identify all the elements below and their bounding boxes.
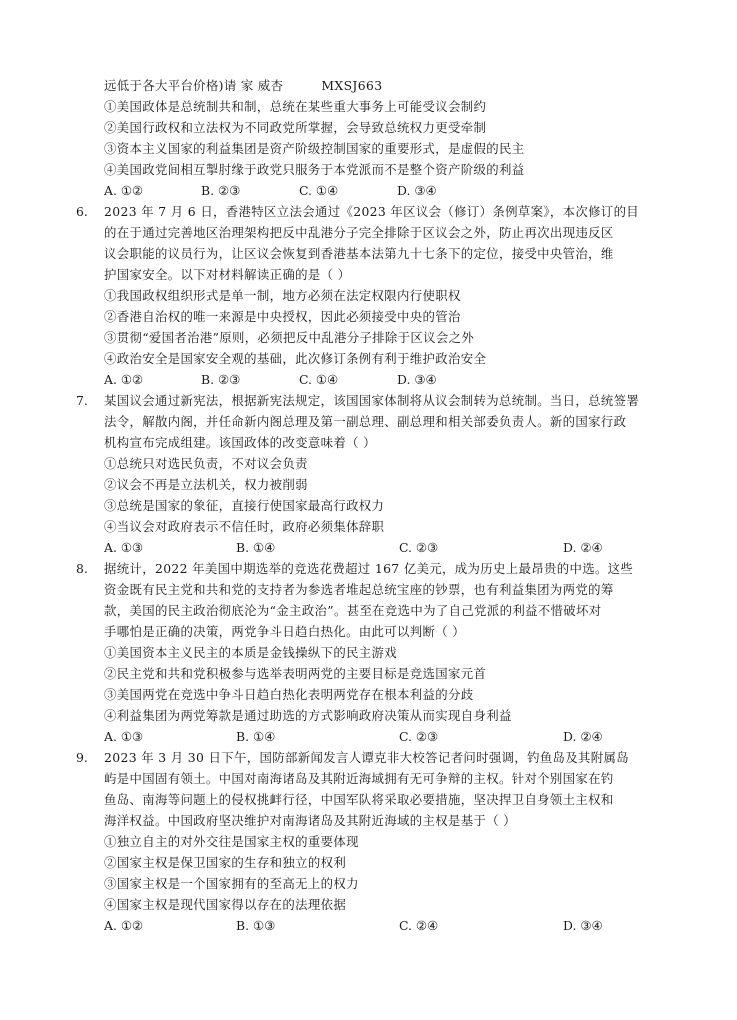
q5-item-2: ②美国行政权和立法权为不同政党所掌握，会导致总统权力更受牵制 xyxy=(104,120,487,135)
q7-option-a: A. ①③ xyxy=(104,540,144,555)
q5-option-a: A. ①② xyxy=(104,183,144,198)
q9-stem-line-3: 鱼岛、南海等问题上的侵权挑衅行径，中国军队将采取必要措施，坚决捍卫自身领土主权和 xyxy=(104,792,614,807)
q8-option-a: A. ①③ xyxy=(104,729,144,744)
q5-option-b: B. ②③ xyxy=(201,183,241,198)
q6-option-b: B. ②③ xyxy=(201,372,241,387)
q6-option-a: A. ①② xyxy=(104,372,144,387)
q6-stem-line-2: 的在于通过完善地区治理架构把反中乱港分子完全排除于区议会之外，防止再次出现违反区 xyxy=(104,225,614,240)
q6-stem-line-1: 2023 年 7 月 6 日，香港特区立法会通过《2023 年区议会（修订）条例草案》，本次修订的目 xyxy=(104,204,640,219)
q7-item-4: ④当议会对政府表示不信任时，政府必须集体辞职 xyxy=(104,519,385,534)
q9-item-1: ①独立自主的对外交往是国家主权的重要体现 xyxy=(104,834,359,849)
q9-item-4: ④国家主权是现代国家得以存在的法理依据 xyxy=(104,897,347,912)
q9-option-a: A. ①② xyxy=(104,918,144,933)
q6-item-4: ④政治安全是国家安全观的基础，此次修订条例有利于维护政治安全 xyxy=(104,351,487,366)
q6-option-d: D. ③④ xyxy=(397,372,437,387)
q8-option-b: B. ①④ xyxy=(236,729,276,744)
q7-option-d: D. ②④ xyxy=(563,540,603,555)
q8-item-1: ①美国资本主义民主的本质是金钱操纵下的民主游戏 xyxy=(104,645,398,660)
q7-number: 7. xyxy=(76,393,88,408)
q7-item-1: ①总统只对选民负责，不对议会负责 xyxy=(104,456,308,471)
q8-item-4: ④利益集团为两党筹款是通过助选的方式影响政府决策从而实现自身利益 xyxy=(104,708,512,723)
q9-stem-line-1: 2023 年 3 月 30 日下午，国防部新闻发言人谭克非大校答记者问时强调，钓鱼岛及其附属岛 xyxy=(104,750,629,765)
q8-option-c: C. ②③ xyxy=(399,729,439,744)
q7-stem-line-1: 某国议会通过新宪法，根据新宪法规定，该国国家体制将从议会制转为总统制。当日，总统签署 xyxy=(104,393,640,408)
q6-stem-line-3: 议会职能的议员行为，让区议会恢复到香港基本法第九十七条下的定位，接受中央管治，维 xyxy=(104,246,614,261)
q9-item-3: ③国家主权是一个国家拥有的至高无上的权力 xyxy=(104,876,359,891)
q7-stem-line-2: 法令，解散内阁，并任命新内阁总理及第一副总理、副总理和相关部委负责人。新的国家行政 xyxy=(104,414,627,429)
watermark-code: MXSJ663 xyxy=(321,78,383,93)
q7-stem-line-3: 机构宣布完成组建。该国政体的改变意味着（ ） xyxy=(104,435,376,450)
q9-option-b: B. ①③ xyxy=(236,918,276,933)
q7-option-b: B. ①④ xyxy=(236,540,276,555)
q8-stem-line-4: 手哪怕是正确的决策，两党争斗日趋白热化。由此可以判断（ ） xyxy=(104,624,466,639)
q9-number: 9. xyxy=(76,750,88,765)
q6-item-2: ②香港自治权的唯一来源是中央授权，因此必须接受中央的管治 xyxy=(104,309,461,324)
q9-item-2: ②国家主权是保卫国家的生存和独立的权利 xyxy=(104,855,347,870)
q6-option-c: C. ①④ xyxy=(299,372,339,387)
q8-stem-line-2: 资金既有民主党和共和党的支持者为参选者堆起总统宝座的钞票，也有利益集团为两党的筹 xyxy=(104,582,614,597)
q5-tail-text: 远低于各大平台价格)请 家 威杏 xyxy=(104,78,284,93)
q9-stem-line-2: 屿是中国固有领土。中国对南海诸岛及其附近海域拥有无可争辩的主权。针对个别国家在钓 xyxy=(104,771,614,786)
q6-number: 6. xyxy=(76,204,88,219)
q9-stem-line-4: 海洋权益。中国政府坚决维护对南海诸岛及其附近海域的主权是基于（ ） xyxy=(104,813,516,828)
q7-option-c: C. ②③ xyxy=(399,540,439,555)
q8-option-d: D. ②④ xyxy=(563,729,603,744)
q8-stem-line-1: 据统计，2022 年美国中期选举的竞选花费超过 167 亿美元，成为历史上最昂贵的中选。这些 xyxy=(104,561,634,576)
q8-item-3: ③美国两党在竞选中争斗日趋白热化表明两党存在根本利益的分歧 xyxy=(104,687,474,702)
q6-item-1: ①我国政权组织形式是单一制，地方必须在法定权限内行使职权 xyxy=(104,288,461,303)
q5-item-1: ①美国政体是总统制共和制，总统在某些重大事务上可能受议会制约 xyxy=(104,99,487,114)
q6-stem-line-4: 护国家安全。以下对材料解读正确的是（ ） xyxy=(104,267,351,282)
q5-item-3: ③资本主义国家的利益集团是资产阶级控制国家的重要形式，是虚假的民主 xyxy=(104,141,525,156)
q8-number: 8. xyxy=(76,561,88,576)
q8-item-2: ②民主党和共和党积极参与选举表明两党的主要目标是竞选国家元首 xyxy=(104,666,487,681)
q5-option-d: D. ③④ xyxy=(397,183,437,198)
q7-item-2: ②议会不再是立法机关，权力被削弱 xyxy=(104,477,308,492)
q5-option-c: C. ①④ xyxy=(299,183,339,198)
q7-item-3: ③总统是国家的象征，直接行使国家最高行政权力 xyxy=(104,498,385,513)
q5-stem-tail xyxy=(104,76,382,96)
q6-item-3: ③贯彻“爱国者治港”原则，必须把反中乱港分子排除于区议会之外 xyxy=(104,330,475,345)
q5-item-4: ④美国政党间相互掣肘缘于政党只服务于本党派而不是整个资产阶级的利益 xyxy=(104,162,525,177)
q9-option-d: D. ③④ xyxy=(563,918,603,933)
q9-option-c: C. ②④ xyxy=(399,918,439,933)
q8-stem-line-3: 款，美国的民主政治彻底沦为“金主政治”。甚至在竞选中为了自己党派的利益不惜破坏对 xyxy=(104,603,602,618)
